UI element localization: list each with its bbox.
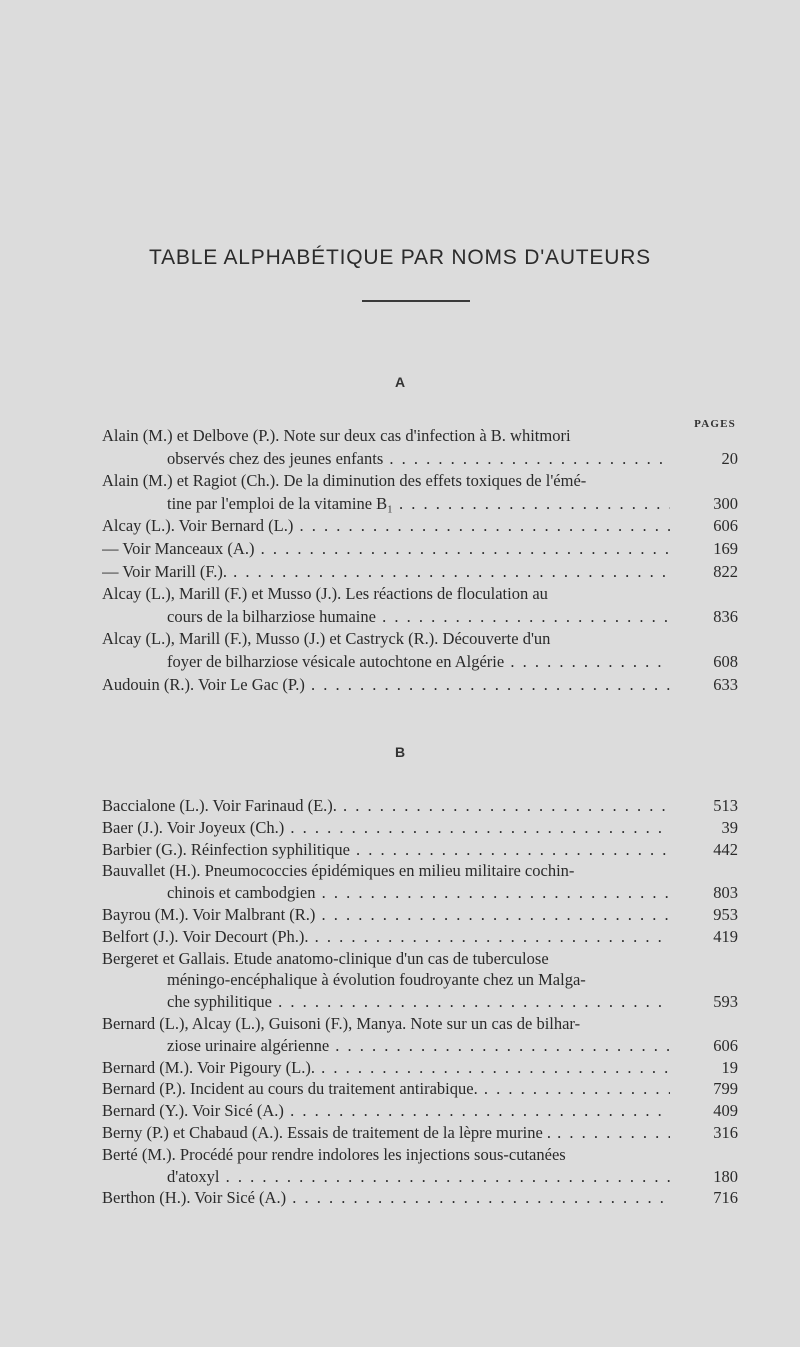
entry-heading-line: Alain (M.) et Delbove (P.). Note sur deux cas d'infection à B. whitmori xyxy=(102,426,571,445)
entry-page-number: 180 xyxy=(713,1166,738,1186)
entry-heading-line: — Voir Marill (F.). . . . xyxy=(102,561,670,583)
entry-page-number: 409 xyxy=(713,1101,738,1121)
entry-heading-line: — Voir Manceaux (A.) . . . xyxy=(102,538,670,560)
entry-continuation-line: méningo-encéphalique à évolution foudroyante chez un Malga- xyxy=(167,970,586,990)
entry-page-number: 419 xyxy=(713,926,738,946)
entry-heading-line: Berthon (H.). Voir Sicé (A.) . . . xyxy=(102,1187,670,1209)
entry-page-number: 836 xyxy=(713,606,738,626)
page-title: TABLE ALPHABÉTIQUE PAR NOMS D'AUTEURS xyxy=(149,246,651,269)
entry-heading-line: Bernard (L.), Alcay (L.), Guisoni (F.), Manya. Note sur un cas de bilhar- xyxy=(102,1014,581,1033)
entry-heading-line: Baccialone (L.). Voir Farinaud (E.). . . . xyxy=(102,795,670,817)
entry-heading-line: Bernard (Y.). Voir Sicé (A.) . . . xyxy=(102,1100,670,1122)
entry-page-number: 513 xyxy=(713,796,738,815)
entry-continuation-line: ziose urinaire algérienne . . . xyxy=(167,1035,670,1057)
entry-page-number: 606 xyxy=(713,516,738,536)
entry-continuation-line: d'atoxyl . . . xyxy=(167,1166,670,1188)
entry-page-number: 316 xyxy=(713,1123,738,1142)
entry-page-number: 593 xyxy=(713,992,738,1012)
entry-page-number: 799 xyxy=(713,1079,738,1099)
title-rule xyxy=(362,300,470,302)
entry-heading-line: Berté (M.). Procédé pour rendre indolores les injections sous-cutanées xyxy=(102,1144,566,1164)
entry-page-number: 953 xyxy=(713,905,738,924)
section-letter-b: B xyxy=(394,744,406,760)
entry-page-number: 300 xyxy=(713,493,738,513)
entry-heading-line: Alcay (L.), Marill (F.) et Musso (J.). Les réactions de floculation au xyxy=(102,584,548,604)
entry-continuation-line: cours de la bilharziose humaine . . . xyxy=(167,606,670,628)
entry-page-number: 442 xyxy=(713,839,738,859)
entry-heading-line: Bernard (M.). Voir Pigoury (L.). . . . xyxy=(102,1057,670,1079)
entry-page-number: 822 xyxy=(713,561,738,581)
entry-heading-line: Bayrou (M.). Voir Malbrant (R.) . . . xyxy=(102,904,670,926)
entry-heading-line: Berny (P.) et Chabaud (A.). Essais de traitement de la lèpre murine . . . . xyxy=(102,1122,670,1144)
entry-heading-line: Barbier (G.). Réinfection syphilitique . . . xyxy=(102,839,670,861)
section-letter-a: A xyxy=(394,374,406,390)
pages-column-label: PAGES xyxy=(694,418,736,430)
entry-page-number: 803 xyxy=(713,883,738,903)
entry-heading-line: Alain (M.) et Ragiot (Ch.). De la diminution des effets toxiques de l'émé- xyxy=(102,471,587,491)
entry-continuation-line: foyer de bilharziose vésicale autochtone en Algérie . . . xyxy=(167,651,670,673)
entry-heading-line: Bergeret et Gallais. Etude anatomo-clinique d'un cas de tuberculose xyxy=(102,948,549,968)
entry-heading-line: Bernard (P.). Incident au cours du traitement antirabique. . . . xyxy=(102,1078,670,1100)
entry-page-number: 19 xyxy=(721,1057,738,1077)
entry-page-number: 633 xyxy=(713,674,738,694)
entry-heading-line: Audouin (R.). Voir Le Gac (P.) . . . xyxy=(102,674,670,696)
entry-page-number: 39 xyxy=(721,817,738,837)
entry-heading-line: Belfort (J.). Voir Decourt (Ph.). . . . xyxy=(102,926,670,948)
entry-continuation-line: che syphilitique . . . xyxy=(167,991,670,1013)
entry-heading-line: Baer (J.). Voir Joyeux (Ch.) . . . xyxy=(102,817,670,839)
entry-heading-line: Alcay (L.), Marill (F.), Musso (J.) et Castryck (R.). Découverte d'un xyxy=(102,629,551,649)
entry-continuation-line: chinois et cambodgien . . . xyxy=(167,882,670,904)
entry-page-number: 169 xyxy=(713,539,738,558)
entry-page-number: 20 xyxy=(721,448,738,468)
entry-continuation-line: observés chez des jeunes enfants . . . xyxy=(167,448,670,470)
entry-heading-line: Bauvallet (H.). Pneumococcies épidémiques en milieu militaire cochin- xyxy=(102,861,575,881)
entry-page-number: 716 xyxy=(713,1188,738,1208)
entry-page-number: 608 xyxy=(713,651,738,671)
entry-heading-line: Alcay (L.). Voir Bernard (L.) . . . xyxy=(102,515,670,537)
entry-page-number: 606 xyxy=(713,1035,738,1055)
entry-continuation-line: tine par l'emploi de la vitamine B₁ . . . xyxy=(167,493,670,515)
